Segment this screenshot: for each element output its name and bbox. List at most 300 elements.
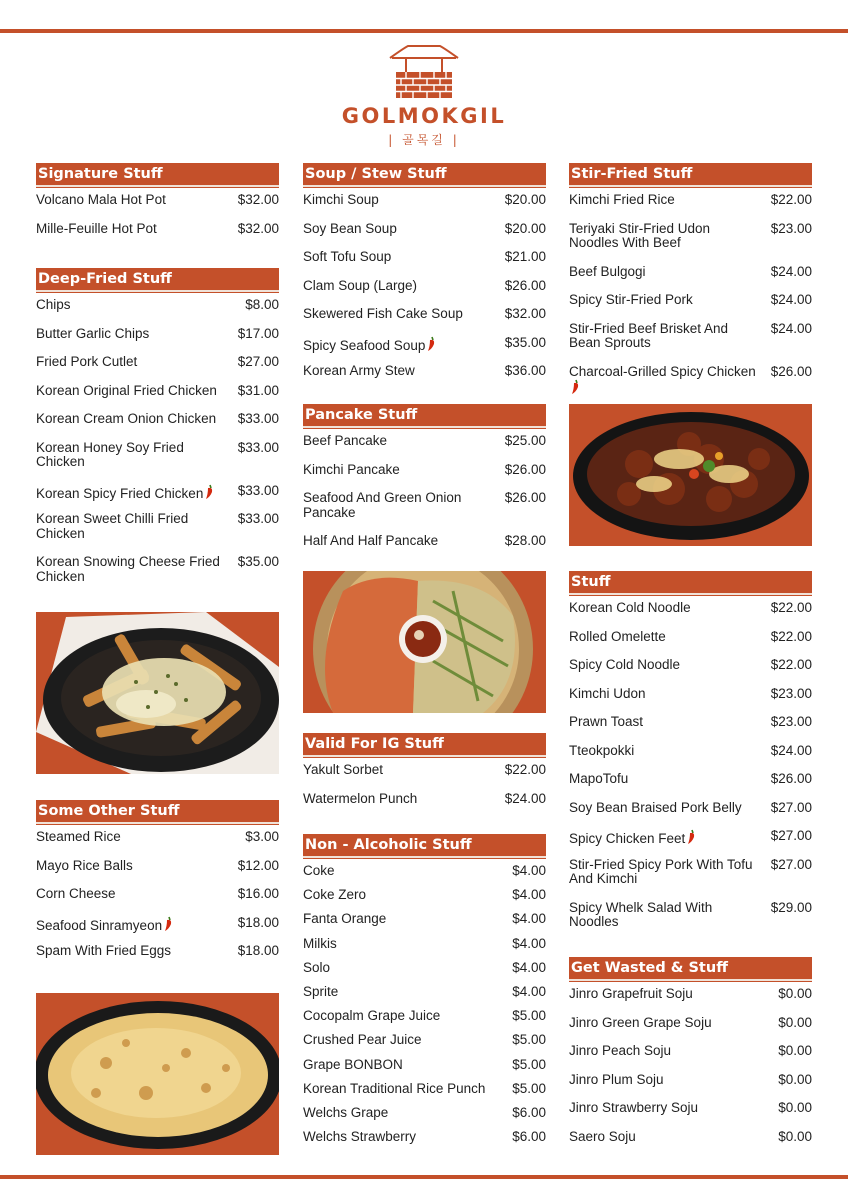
menu-item-corn-cheese (36, 887, 279, 916)
item-name (303, 1106, 388, 1121)
item-name-text: Rolled Omelette (569, 628, 666, 644)
item-name (303, 1009, 440, 1024)
menu-item-crushed-pear-juice (303, 1033, 546, 1057)
item-name-text: Clam Soup (Large) (303, 277, 418, 293)
item-name-text: Jinro Grapefruit Soju (569, 986, 693, 1001)
item-price: $4.00 (512, 911, 546, 927)
item-name (569, 265, 646, 280)
menu-item-watermelon-punch (303, 792, 546, 821)
menu-item-rolled-omelette (569, 630, 812, 659)
brand-logo (330, 44, 518, 148)
item-name (569, 901, 759, 930)
item-price: $22.00 (770, 657, 812, 672)
item-name-text: Stir-Fried Spicy Pork With Tofu And Kimchi (569, 856, 753, 886)
item-name-text: Korean Spicy Fried Chicken (36, 485, 204, 501)
item-name (303, 364, 415, 379)
item-name (569, 829, 696, 847)
section-non-alcoholic (303, 834, 546, 1154)
item-price: $24.00 (770, 742, 812, 758)
item-name-text: Korean Original Fried Chicken (36, 382, 217, 398)
section-header: Signature Stuff (36, 163, 279, 187)
item-name (36, 298, 71, 313)
item-name-text: Spam With Fried Eggs (36, 943, 172, 958)
item-name (303, 912, 386, 927)
item-name (303, 792, 417, 807)
item-price: $25.00 (504, 433, 546, 448)
item-name-text: Half And Half Pancake (303, 533, 439, 548)
item-name-text: Corn Cheese (36, 886, 116, 901)
item-name-text: Spicy Stir-Fried Pork (569, 292, 693, 307)
item-price: $27.00 (237, 354, 279, 369)
item-name-text: Beef Bulgogi (569, 263, 646, 279)
section-stuff (569, 571, 812, 944)
item-price: $18.00 (237, 914, 279, 930)
item-name-text: Spicy Whelk Salad With Noodles (569, 899, 713, 929)
item-price: $33.00 (237, 482, 279, 498)
top-rule (0, 29, 848, 33)
menu-item-kimchi-fried-rice (569, 193, 812, 222)
section-get-wasted (569, 957, 812, 1158)
menu-item-coke-zero (303, 888, 546, 912)
menu-item-mapotofu (569, 772, 812, 801)
item-name (303, 985, 338, 1000)
chili-pepper-icon (687, 829, 696, 845)
item-name-text: Korean Cream Onion Chicken (36, 411, 217, 426)
menu-item-jinro-green-grape-soju (569, 1016, 812, 1045)
item-name (303, 1033, 422, 1048)
item-name (36, 441, 226, 470)
chili-pepper-icon (164, 916, 173, 932)
item-name (36, 384, 217, 399)
menu-item-korean-spicy-fried-chicken (36, 484, 279, 513)
item-name-text: Mayo Rice Balls (36, 857, 133, 873)
menu-item-yakult-sorbet (303, 763, 546, 792)
item-name-text: Grape BONBON (303, 1056, 403, 1072)
item-price: $3.00 (245, 829, 279, 844)
item-name-text: Teriyaki Stir-Fried Udon Noodles With Beef (569, 220, 711, 250)
item-price: $26.00 (504, 461, 546, 477)
menu-item-jinro-grapefruit-soju (569, 987, 812, 1016)
item-price: $24.00 (770, 320, 812, 336)
item-price: $22.00 (504, 762, 546, 777)
item-price: $26.00 (770, 771, 812, 786)
item-price: $22.00 (770, 600, 812, 615)
item-price: $32.00 (504, 306, 546, 321)
menu-item-sprite (303, 985, 546, 1009)
item-name (569, 222, 759, 251)
item-name (569, 630, 666, 645)
item-name-text: Solo (303, 959, 331, 975)
item-price: $8.00 (245, 297, 279, 312)
item-name (303, 491, 493, 520)
item-name (303, 279, 417, 294)
item-name-text: Kimchi Pancake (303, 461, 400, 477)
menu-item-korean-honey-soy-fried-chicken (36, 441, 279, 484)
item-price: $27.00 (770, 828, 812, 843)
item-price: $17.00 (237, 325, 279, 341)
item-name-text: Jinro Strawberry Soju (569, 1100, 699, 1115)
item-price: $36.00 (504, 363, 546, 378)
item-name-text: Jinro Peach Soju (569, 1043, 672, 1058)
item-price: $4.00 (512, 887, 546, 903)
item-price: $33.00 (237, 411, 279, 426)
item-name (36, 327, 149, 342)
item-name-text: Korean Honey Soy Fried Chicken (36, 439, 184, 469)
menu-item-tteokpokki (569, 744, 812, 773)
section-header: Deep-Fried Stuff (36, 268, 279, 292)
menu-item-steamed-rice (36, 830, 279, 859)
item-name (303, 534, 438, 549)
item-price: $5.00 (512, 1080, 546, 1096)
item-name (303, 222, 397, 237)
item-price: $0.00 (778, 1043, 812, 1058)
item-name-text: Milkis (303, 935, 337, 951)
menu-item-korean-sweet-chilli-fried-chicken (36, 512, 279, 555)
item-name-text: Fried Pork Cutlet (36, 354, 138, 369)
item-name (303, 1130, 416, 1145)
section-header: Some Other Stuff (36, 800, 279, 824)
item-name (569, 801, 742, 816)
menu-item-fanta-orange (303, 912, 546, 936)
menu-item-skewered-fish-cake-soup (303, 307, 546, 336)
menu-item-mille-feuille-hot-pot (36, 222, 279, 251)
section-header: Stuff (569, 571, 812, 595)
photo-corn-cheese (36, 993, 279, 1155)
item-name (303, 763, 383, 778)
menu-item-grape-bonbon (303, 1058, 546, 1082)
menu-items (303, 193, 546, 393)
menu-item-solo (303, 961, 546, 985)
item-price: $22.00 (770, 628, 812, 644)
menu-item-milkis (303, 937, 546, 961)
item-name-text: Skewered Fish Cake Soup (303, 306, 463, 321)
menu-item-chips (36, 298, 279, 327)
item-price: $26.00 (770, 363, 812, 379)
item-name (303, 1058, 403, 1073)
item-price: $5.00 (512, 1056, 546, 1072)
item-name-text: Soft Tofu Soup (303, 249, 392, 264)
item-name (303, 937, 337, 952)
menu-item-spicy-whelk-salad-with-noodles (569, 901, 812, 944)
menu-item-beef-pancake (303, 434, 546, 463)
item-name (303, 434, 387, 449)
item-name-text: Crushed Pear Juice (303, 1032, 422, 1048)
item-price: $24.00 (504, 790, 546, 806)
item-name-text: Saero Soju (569, 1128, 636, 1144)
item-name (569, 987, 693, 1002)
menu-items (569, 601, 812, 944)
item-price: $24.00 (770, 292, 812, 307)
brand-name: GOLMOKGIL (341, 104, 507, 128)
menu-item-soy-bean-soup (303, 222, 546, 251)
item-name (569, 601, 691, 616)
menu-item-korean-original-fried-chicken (36, 384, 279, 413)
item-name (569, 1130, 636, 1145)
menu-item-half-and-half-pancake (303, 534, 546, 563)
roof-brick-wall-logo-icon (384, 44, 464, 100)
menu-items (303, 864, 546, 1154)
menu-item-kimchi-soup (303, 193, 546, 222)
item-price: $32.00 (237, 192, 279, 207)
item-name (569, 715, 643, 730)
item-name (569, 1044, 671, 1059)
menu-item-korean-traditional-rice-punch (303, 1082, 546, 1106)
item-price: $0.00 (778, 1100, 812, 1115)
item-price: $16.00 (237, 886, 279, 901)
item-name-text: Yakult Sorbet (303, 762, 384, 777)
menu-item-soft-tofu-soup (303, 250, 546, 279)
item-name-text: Chips (36, 297, 71, 312)
menu-items (569, 987, 812, 1158)
item-price: $24.00 (770, 263, 812, 279)
item-name (36, 859, 133, 874)
item-name-text: Mille-Feuille Hot Pot (36, 220, 157, 236)
item-price: $29.00 (770, 899, 812, 915)
menu-item-soy-bean-braised-pork-belly (569, 801, 812, 830)
section-ig (303, 733, 546, 820)
menu-item-spam-with-fried-eggs (36, 944, 279, 973)
item-name (569, 658, 680, 673)
menu-item-prawn-toast (569, 715, 812, 744)
menu-item-korean-army-stew (303, 364, 546, 393)
item-price: $26.00 (504, 277, 546, 293)
item-name (36, 193, 166, 208)
item-name-text: Butter Garlic Chips (36, 325, 150, 341)
item-name (36, 944, 171, 959)
menu-item-spicy-cold-noodle (569, 658, 812, 687)
menu-item-coke (303, 864, 546, 888)
item-price: $23.00 (770, 714, 812, 729)
section-header: Stir-Fried Stuff (569, 163, 812, 187)
item-name-text: Prawn Toast (569, 714, 644, 729)
item-name-text: Soy Bean Braised Pork Belly (569, 799, 742, 815)
item-name (569, 687, 646, 702)
item-name (36, 512, 226, 541)
menu-item-jinro-plum-soju (569, 1073, 812, 1102)
item-name (36, 412, 216, 427)
item-name-text: Kimchi Soup (303, 192, 379, 207)
item-price: $0.00 (778, 1071, 812, 1087)
item-name (569, 744, 634, 759)
section-header: Valid For IG Stuff (303, 733, 546, 757)
item-name (303, 888, 366, 903)
item-name (303, 193, 379, 208)
menu-items (303, 763, 546, 820)
item-name (569, 293, 693, 308)
menu-items (36, 298, 279, 598)
item-price: $0.00 (778, 1014, 812, 1030)
item-price: $4.00 (512, 959, 546, 975)
item-name-text: Charcoal-Grilled Spicy Chicken (569, 363, 756, 379)
chili-pepper-icon (205, 484, 214, 500)
menu-item-korean-cold-noodle (569, 601, 812, 630)
section-deep-fried (36, 268, 279, 598)
item-price: $5.00 (512, 1032, 546, 1048)
item-name (303, 250, 391, 265)
menu-item-welchs-grape (303, 1106, 546, 1130)
menu-item-seafood-and-green-onion-pancake (303, 491, 546, 534)
item-name (303, 463, 400, 478)
menu-item-mayo-rice-balls (36, 859, 279, 888)
menu-items (569, 193, 812, 393)
item-price: $20.00 (504, 192, 546, 207)
section-some-other (36, 800, 279, 973)
item-name-text: Volcano Mala Hot Pot (36, 192, 166, 207)
menu-item-jinro-strawberry-soju (569, 1101, 812, 1130)
item-price: $28.00 (504, 533, 546, 548)
section-header: Soup / Stew Stuff (303, 163, 546, 187)
item-name (569, 1073, 664, 1088)
item-name-text: Beef Pancake (303, 433, 388, 448)
item-name-text: Spicy Seafood Soup (303, 337, 426, 353)
photo-grilled-chicken (569, 404, 812, 546)
menu-item-seafood-sinramyeon (36, 916, 279, 945)
item-name (36, 484, 214, 502)
item-name-text: Welchs Grape (303, 1104, 389, 1120)
item-name-text: Coke Zero (303, 887, 367, 903)
item-name (36, 887, 116, 902)
item-name (36, 830, 121, 845)
item-price: $22.00 (770, 192, 812, 207)
item-name-text: Korean Traditional Rice Punch (303, 1080, 486, 1096)
menu-item-clam-soup-large (303, 279, 546, 308)
menu-items (303, 434, 546, 563)
bottom-rule (0, 1175, 848, 1179)
section-stir-fried (569, 163, 812, 393)
item-name (36, 555, 226, 584)
item-price: $21.00 (504, 249, 546, 264)
section-pancake (303, 404, 546, 563)
menu-item-jinro-peach-soju (569, 1044, 812, 1073)
item-price: $5.00 (512, 1008, 546, 1024)
menu-item-volcano-mala-hot-pot (36, 193, 279, 222)
item-name-text: Watermelon Punch (303, 790, 418, 806)
item-price: $32.00 (237, 220, 279, 236)
item-name (36, 222, 157, 237)
item-price: $27.00 (770, 799, 812, 815)
item-name (36, 355, 137, 370)
item-name-text: Cocopalm Grape Juice (303, 1008, 441, 1024)
item-name (569, 1016, 712, 1031)
item-price: $23.00 (770, 220, 812, 236)
item-name-text: Fanta Orange (303, 911, 387, 927)
item-price: $4.00 (512, 935, 546, 951)
item-price: $20.00 (504, 220, 546, 236)
menu-item-fried-pork-cutlet (36, 355, 279, 384)
menu-item-stir-fried-beef-brisket-and-bean-sprouts (569, 322, 812, 365)
menu-item-spicy-chicken-feet (569, 829, 812, 858)
item-name (303, 961, 330, 976)
menu-item-spicy-stir-fried-pork (569, 293, 812, 322)
item-price: $35.00 (237, 554, 279, 569)
section-header: Pancake Stuff (303, 404, 546, 428)
chili-pepper-icon (427, 336, 436, 352)
photo-pancake (303, 571, 546, 713)
item-name-text: Korean Snowing Cheese Fried Chicken (36, 554, 220, 584)
item-price: $27.00 (770, 856, 812, 872)
item-name (303, 864, 335, 879)
item-name-text: Korean Army Stew (303, 363, 415, 378)
item-price: $33.00 (237, 439, 279, 455)
brand-subtitle: | 골목길 | (388, 133, 460, 147)
item-name (569, 193, 675, 208)
section-header: Non - Alcoholic Stuff (303, 834, 546, 858)
menu-item-korean-snowing-cheese-fried-chicken (36, 555, 279, 598)
item-price: $12.00 (237, 857, 279, 873)
item-name-text: Coke (303, 863, 335, 878)
menu-item-teriyaki-stir-fried-udon-noodles-with-beef (569, 222, 812, 265)
item-name-text: Jinro Plum Soju (569, 1071, 664, 1087)
item-name-text: Tteokpokki (569, 742, 635, 758)
item-name-text: Korean Sweet Chilli Fried Chicken (36, 511, 189, 541)
menu-item-beef-bulgogi (569, 265, 812, 294)
item-price: $35.00 (504, 334, 546, 350)
menu-item-charcoal-grilled-spicy-chicken (569, 365, 812, 394)
item-price: $23.00 (770, 685, 812, 701)
item-price: $6.00 (512, 1104, 546, 1120)
item-price: $4.00 (512, 983, 546, 999)
menu-items (36, 193, 279, 250)
item-price: $4.00 (512, 863, 546, 878)
item-name (569, 858, 759, 887)
menu-item-kimchi-pancake (303, 463, 546, 492)
section-soup-stew (303, 163, 546, 393)
item-name-text: Spicy Chicken Feet (569, 831, 686, 846)
chili-pepper-icon (571, 379, 580, 395)
menu-item-stir-fried-spicy-pork-with-tofu-and-kimchi (569, 858, 812, 901)
item-price: $18.00 (237, 943, 279, 958)
item-name-text: Seafood Sinramyeon (36, 917, 163, 933)
item-name-text: Welchs Strawberry (303, 1129, 417, 1145)
item-name-text: Sprite (303, 983, 339, 999)
item-name (569, 1101, 698, 1116)
item-name (303, 307, 463, 322)
item-name-text: Seafood And Green Onion Pancake (303, 490, 462, 520)
menu-item-saero-soju (569, 1130, 812, 1159)
item-name-text: MapoTofu (569, 771, 629, 786)
item-price: $0.00 (778, 986, 812, 1001)
item-name-text: Jinro Green Grape Soju (569, 1014, 712, 1030)
item-name-text: Stir-Fried Beef Brisket And Bean Sprouts (569, 320, 729, 350)
menu-item-kimchi-udon (569, 687, 812, 716)
item-name-text: Kimchi Udon (569, 685, 646, 701)
section-signature (36, 163, 279, 250)
item-name (36, 916, 173, 934)
item-price: $6.00 (512, 1129, 546, 1145)
menu-item-spicy-seafood-soup (303, 336, 546, 365)
item-name (569, 772, 628, 787)
menu-item-butter-garlic-chips (36, 327, 279, 356)
item-name-text: Soy Bean Soup (303, 220, 397, 236)
item-name-text: Steamed Rice (36, 829, 121, 844)
item-name (569, 322, 759, 351)
menu-items (36, 830, 279, 973)
item-name (303, 336, 436, 354)
item-price: $26.00 (504, 490, 546, 505)
item-name-text: Kimchi Fried Rice (569, 192, 675, 207)
menu-item-cocopalm-grape-juice (303, 1009, 546, 1033)
item-price: $31.00 (237, 382, 279, 398)
menu-item-welchs-strawberry (303, 1130, 546, 1154)
item-name-text: Spicy Cold Noodle (569, 657, 681, 672)
photo-cheese-fries (36, 612, 279, 774)
item-name-text: Korean Cold Noodle (569, 600, 691, 615)
item-name (569, 365, 759, 397)
item-price: $33.00 (237, 511, 279, 526)
item-price: $0.00 (778, 1128, 812, 1144)
item-name (303, 1082, 485, 1097)
menu-item-korean-cream-onion-chicken (36, 412, 279, 441)
